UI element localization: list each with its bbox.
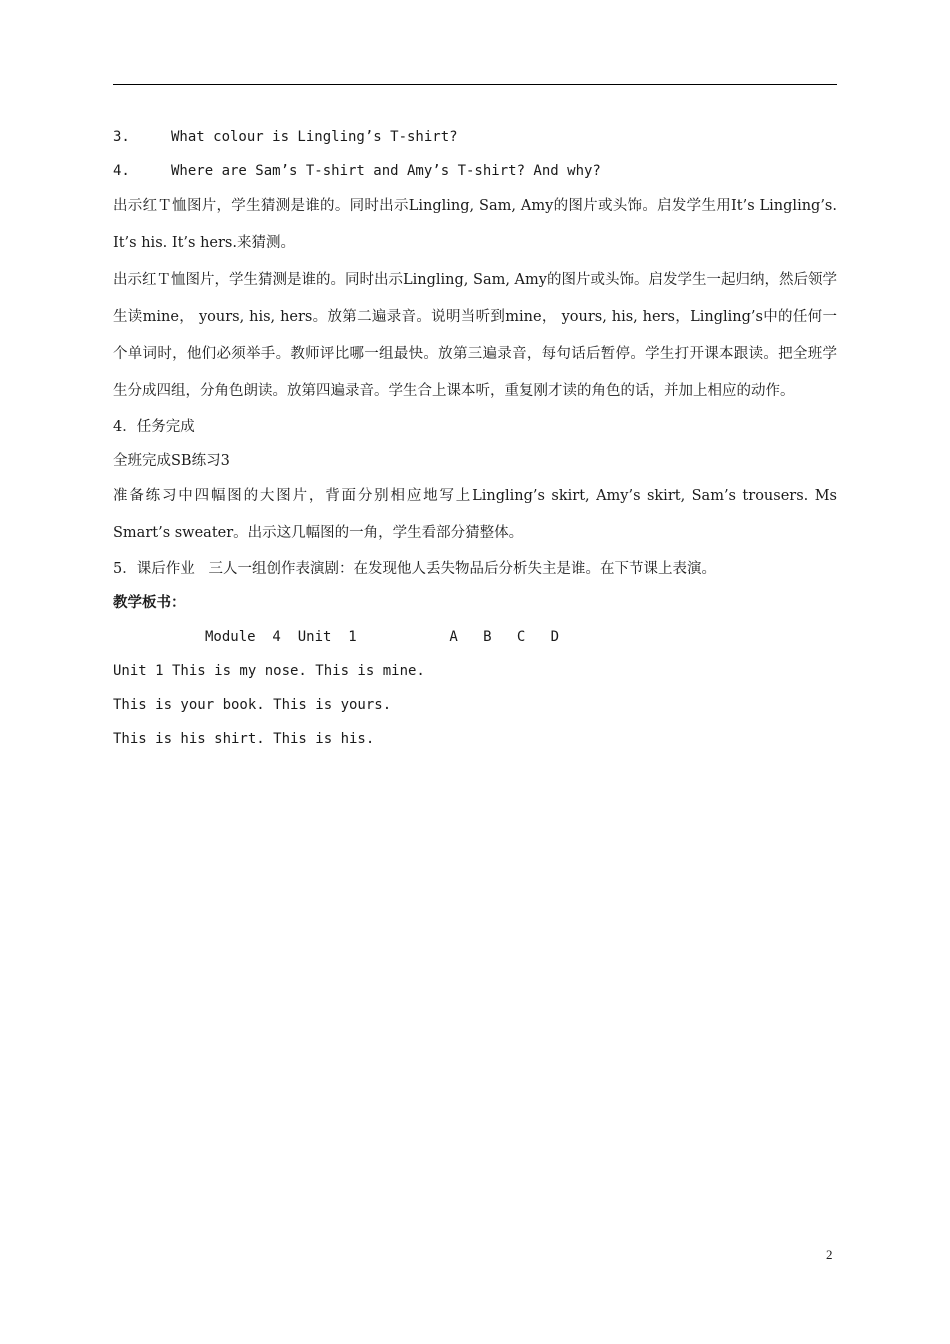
task-exercise-line: 全班完成SB练习3 <box>113 453 230 469</box>
section-task-heading: 4．任务完成 <box>113 419 195 435</box>
paragraph-guess-intro: 出示红Ｔ恤图片，学生猜测是谁的。同时出示Lingling, Sam, Amy的图片或头饰。启发学生用It’s Lingling’s. It’s his. It’s hers.来猜测。 <box>113 198 837 251</box>
question-text: What colour is Lingling’s T-shirt? <box>171 129 458 145</box>
board-line: This is your book. This is yours. <box>113 697 392 713</box>
page-content <box>113 120 837 756</box>
question-number: 4. <box>113 163 130 179</box>
board-line: This is his shirt. This is his. <box>113 731 375 747</box>
question-4 <box>113 154 837 188</box>
question-3 <box>113 120 837 154</box>
paragraph-picture-guess: 准备练习中四幅图的大图片，背面分别相应地写上Lingling’s skirt, Amy’s skirt, Sam’s trousers. Ms Smart’s sweater。出示这几幅图的一角，学生看部分猜整体。 <box>113 488 837 541</box>
paragraph-listening-steps: 出示红Ｔ恤图片，学生猜测是谁的。同时出示Lingling, Sam, Amy的图片或头饰。启发学生一起归纳，然后领学生读mine， yours, his, hers。放第二遍录音。说明当听到mine， yours, his, hers，Lingling’s中的任何一个单词时，他们必须举手。教师评比哪一组最快。放第三遍录音，每句话后暂停。学生打开课本跟读。把全班学生分成四组，分角色朗读。放第四遍录音。学生合上课本听，重复刚才读的角色的话，并加上相应的动作。 <box>113 272 837 399</box>
board-heading: 教学板书： <box>113 594 186 611</box>
section-homework: 5．课后作业 三人一组创作表演剧：在发现他人丢失物品后分析失主是谁。在下节课上表演。 <box>113 561 717 577</box>
header-rule <box>113 84 837 85</box>
question-text: Where are Sam’s T-shirt and Amy’s T-shirt? And why? <box>171 163 601 179</box>
board-line: Unit 1 This is my nose. This is mine. <box>113 663 425 679</box>
page-number: 2 <box>826 1247 833 1262</box>
question-number: 3. <box>113 129 130 145</box>
board-title-line: Module 4 Unit 1 A B C D <box>205 629 560 645</box>
